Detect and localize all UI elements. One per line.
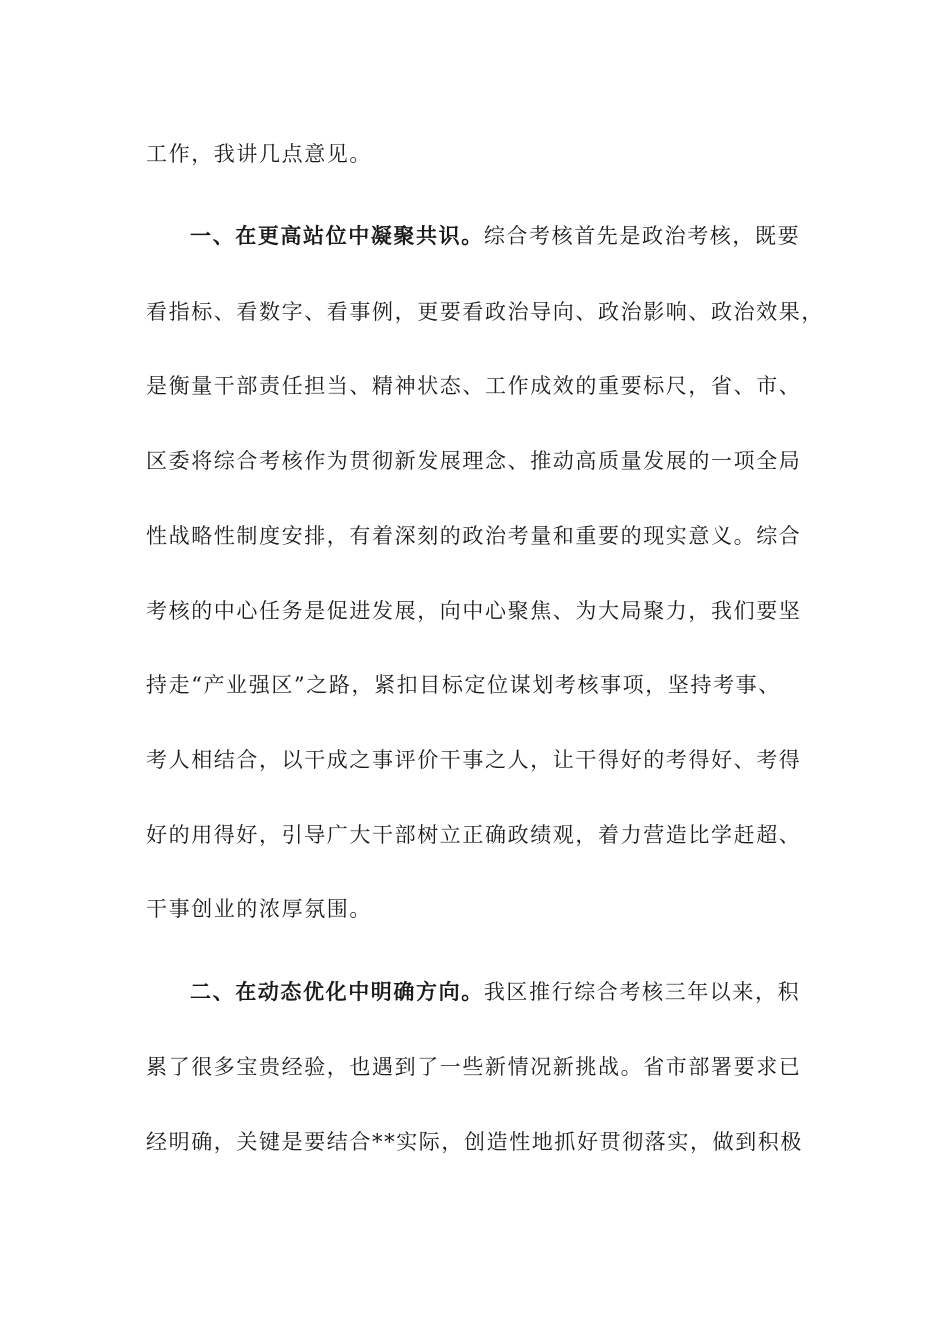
section2-line-2: 经明确，关键是要结合**实际，创造性地抓好贯彻落实，做到积极 <box>146 1130 803 1154</box>
section1-line-0: 综合考核首先是政治考核，既要 <box>483 224 801 248</box>
section1-line-9: 干事创业的浓厚氛围。 <box>146 897 372 921</box>
section1-first-line <box>190 221 800 251</box>
section1-line-2: 是衡量干部责任担当、精神状态、工作成效的重要标尺，省、市、 <box>146 374 802 398</box>
section1-line-3: 区委将综合考核作为贯彻新发展理念、推动高质量发展的一项全局 <box>146 449 802 473</box>
section2-first-line <box>190 977 800 1007</box>
intro-line: 工作，我讲几点意见。 <box>146 142 372 166</box>
section1-line-7: 考人相结合，以干成之事评价干事之人，让干得好的考得好、考得 <box>146 748 802 772</box>
section1-line-6: 持走“产业强区”之路，紧扣目标定位谋划考核事项，坚持考事、 <box>146 673 781 697</box>
section1-line-1: 看指标、看数字、看事例，更要看政治导向、政治影响、政治效果， <box>146 300 824 324</box>
section2-line-1: 累了很多宝贵经验，也遇到了一些新情况新挑战。省市部署要求已 <box>146 1055 802 1079</box>
section1-line-4: 性战略性制度安排，有着深刻的政治考量和重要的现实意义。综合 <box>146 524 802 548</box>
section1-line-5: 考核的中心任务是促进发展，向中心聚焦、为大局聚力，我们要坚 <box>146 599 802 623</box>
section2-heading: 二、在动态优化中明确方向。 <box>190 979 484 1004</box>
section1-line-8: 好的用得好，引导广大干部树立正确政绩观，着力营造比学赶超、 <box>146 823 802 847</box>
section1-heading: 一、在更高站位中凝聚共识。 <box>190 223 484 248</box>
section2-line-0: 我区推行综合考核三年以来，积 <box>483 980 801 1004</box>
